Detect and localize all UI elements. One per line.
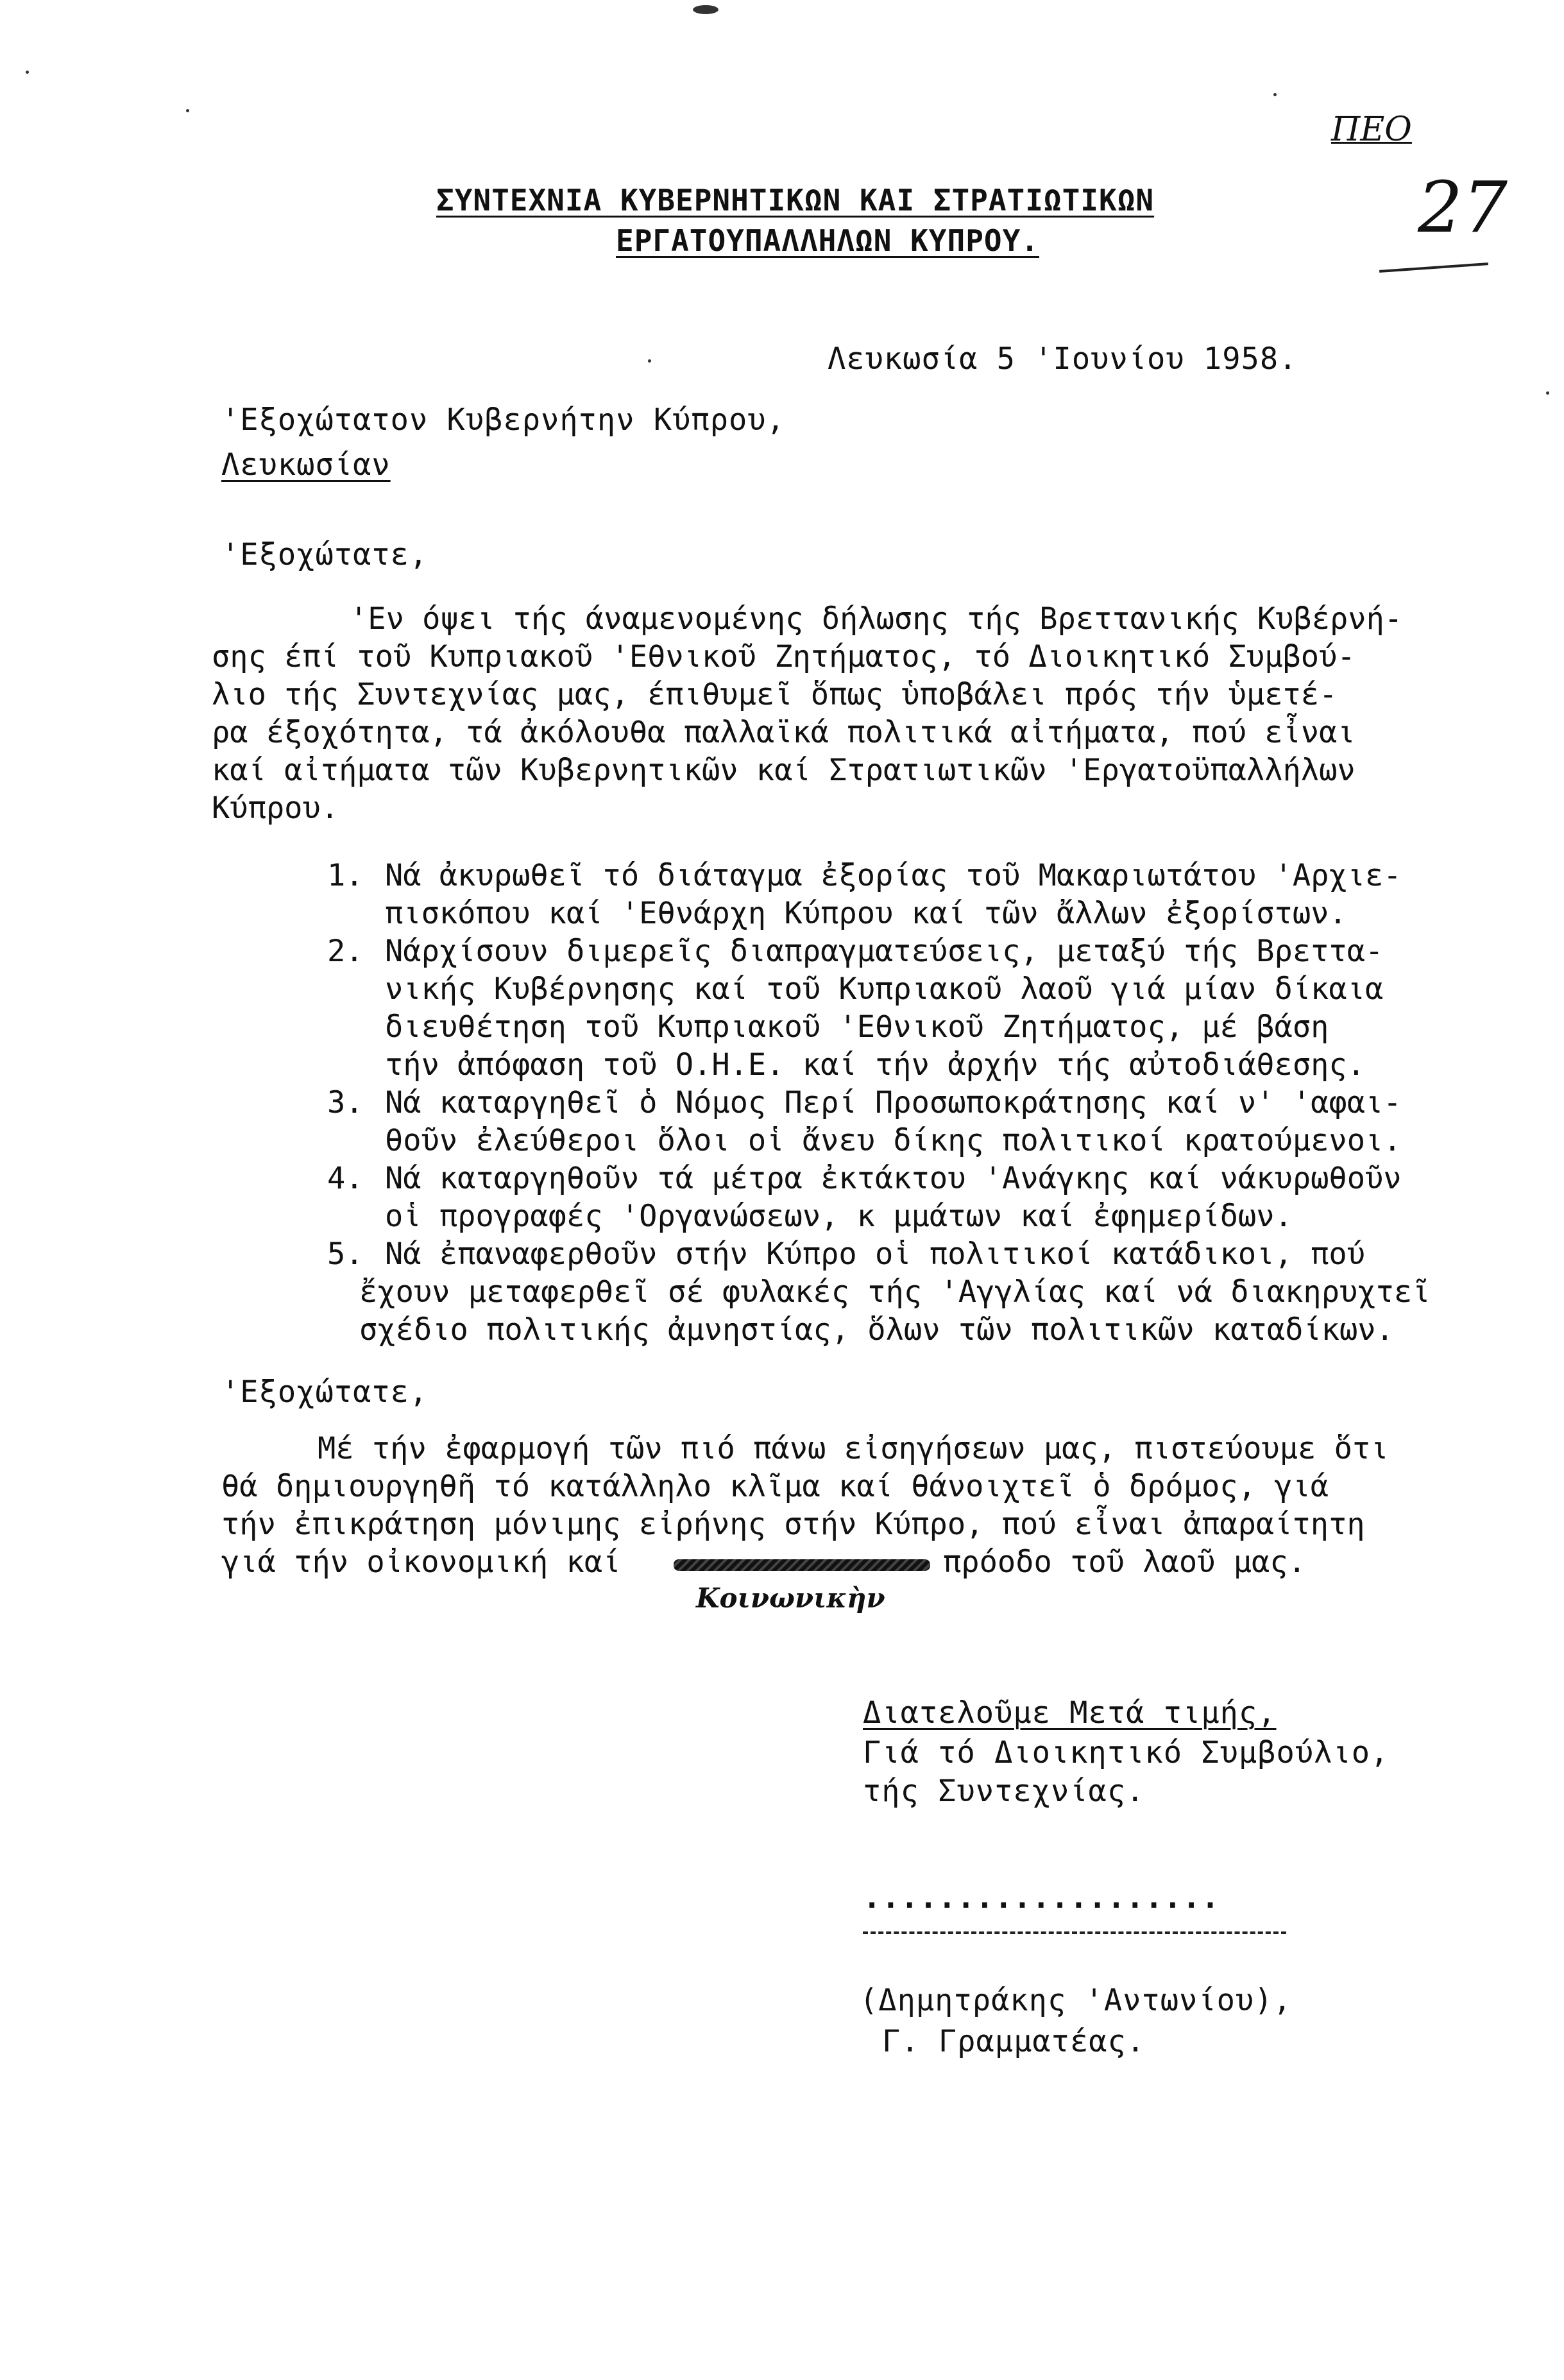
header-line-1: ΣΥΝΤΕΧΝΙΑ ΚΥΒΕΡΝΗΤΙΚΩΝ ΚΑΙ ΣΤΡΑΤΙΩΤΙΚΩΝ — [436, 183, 1155, 218]
demand-line: ἔχουν μεταφερθεῖ σέ φυλακές τής 'Αγγλίας καί νά διακηρυχτεῖ — [359, 1274, 1431, 1310]
closing-line: Μέ τήν ἐφαρμογή τῶν πιό πάνω εἰσηγήσεων μας, πιστεύουμε ὅτι — [318, 1431, 1389, 1466]
demand-number: 3. — [327, 1085, 364, 1120]
demand-number: 1. — [327, 858, 364, 893]
demand-line: οἱ προγραφές 'Οργανώσεων, κ μμάτων καί ἐφημερίδων. — [385, 1199, 1293, 1234]
demand-number: 5. — [327, 1237, 364, 1272]
demand-line: νικής Κυβέρνησης καί τοῦ Κυπριακοῦ λαοῦ γιά μίαν δίκαια — [385, 972, 1384, 1007]
intro-line: σης έπί τοῦ Κυπριακοῦ 'Εθνικοῦ Ζητήματος, τό Διοικητικό Συμβού- — [212, 639, 1356, 674]
scan-speck — [1273, 93, 1277, 96]
addressee-line-1: 'Εξοχώτατον Κυβερνήτην Κύπρου, — [221, 402, 785, 438]
addressee-line-2: Λευκωσίαν — [221, 447, 391, 483]
demand-line: Νά ἐπαναφερθοῦν στήν Κύπρο οἱ πολιτικοί κατάδικοι, πού — [385, 1237, 1366, 1272]
closing-line: γιά τήν οἰκονομική καί — [221, 1545, 621, 1580]
demand-line: διευθέτηση τοῦ Κυπριακοῦ 'Εθνικοῦ Ζητήματος, μέ βάση — [385, 1009, 1329, 1045]
salutation-2: 'Εξοχώτατε, — [221, 1374, 429, 1410]
scan-speck — [1546, 391, 1549, 395]
folio-number: 27 — [1418, 166, 1508, 248]
intro-line: Κύπρου. — [212, 791, 339, 826]
folio-underline — [1379, 262, 1488, 273]
signoff-line-3: τής Συντεχνίας. — [863, 1774, 1145, 1809]
closing-line: θά δημιουργηθῆ τό κατάλληλο κλῖμα καί θάνοιχτεῖ ὁ δρόμος, γιά — [221, 1469, 1329, 1504]
signoff-line-2: Γιά τό Διοικητικό Συμβούλιο, — [863, 1735, 1390, 1770]
intro-line: ρα έξοχότητα, τά ἀκόλουθα παλλαϊκά πολιτικά αἰτήματα, πού εἶναι — [212, 715, 1356, 750]
demand-number: 2. — [327, 934, 364, 969]
scan-speck — [648, 359, 651, 363]
intro-line: καί αἰτήματα τῶν Κυβερνητικῶν καί Στρατιωτικῶν 'Εργατοϋπαλλήλων — [212, 753, 1356, 788]
signoff-line-1: Διατελοῦμε Μετά τιμής, — [863, 1695, 1277, 1731]
demand-line: Νάρχίσουν διμερεῖς διαπραγματεύσεις, μεταξύ τής Βρεττα- — [385, 934, 1384, 969]
demand-line: σχέδιο πολιτικής ἀμνηστίας, ὅλων τῶν πολιτικῶν καταδίκων. — [359, 1312, 1394, 1348]
demand-line: πισκόπου καί 'Εθνάρχη Κύπρου καί τῶν ἄλλων ἐξορίστων. — [385, 896, 1347, 931]
signatory-title: Γ. Γραμματέας. — [882, 2024, 1146, 2059]
scan-speck — [186, 109, 189, 112]
date-line: Λευκωσία 5 'Ιουνίου 1958. — [828, 341, 1298, 377]
header-line-2: ΕΡΓΑΤΟΥΠΑΛΛΗΛΩΝ ΚΥΠΡΟΥ. — [616, 223, 1039, 258]
demand-line: Νά καταργηθοῦν τά μέτρα ἐκτάκτου 'Ανάγκης καί νάκυρωθοῦν — [385, 1161, 1402, 1196]
intro-line: 'Εν όψει τής άναμενομένης δήλωσης τής Βρεττανικής Κυβέρνή- — [350, 601, 1403, 637]
signature-dots: ................... — [863, 1880, 1220, 1915]
handwritten-insertion: Κοινωνικὴν — [696, 1582, 885, 1614]
demand-number: 4. — [327, 1161, 364, 1196]
closing-line-tail: πρόοδο τοῦ λαοῦ μας. — [943, 1545, 1306, 1580]
struck-out-word — [674, 1559, 930, 1571]
demand-line: τήν ἀπόφαση τοῦ Ο.Η.Ε. καί τήν ἀρχήν τής αὐτοδιάθεσης. — [385, 1047, 1366, 1083]
signature-dash — [863, 1931, 1286, 1934]
scan-speck — [26, 71, 29, 74]
salutation: 'Εξοχώτατε, — [221, 537, 429, 572]
signatory-name: (Δημητράκης 'Αντωνίου), — [860, 1983, 1292, 2018]
demand-line: θοῦν ἐλεύθεροι ὅλοι οἱ ἄνευ δίκης πολιτικοί κρατούμενοι. — [385, 1123, 1402, 1158]
demand-line: Νά ἀκυρωθεῖ τό διάταγμα ἐξορίας τοῦ Μακαριωτάτου 'Αρχιε- — [385, 858, 1402, 893]
intro-line: λιο τής Συντεχνίας μας, έπιθυμεῖ ὅπως ὑποβάλει πρός τήν ὑμετέ- — [212, 677, 1338, 712]
top-right-annotation: ΠΕΟ — [1331, 110, 1412, 149]
closing-line: τήν ἐπικράτηση μόνιμης εἰρήνης στήν Κύπρο, πού εἶναι ἀπαραίτητη — [221, 1507, 1365, 1542]
demand-line: Νά καταργηθεῖ ὁ Νόμος Περί Προσωποκράτησης καί ν' 'αφαι- — [385, 1085, 1402, 1120]
scan-speck — [693, 5, 718, 14]
